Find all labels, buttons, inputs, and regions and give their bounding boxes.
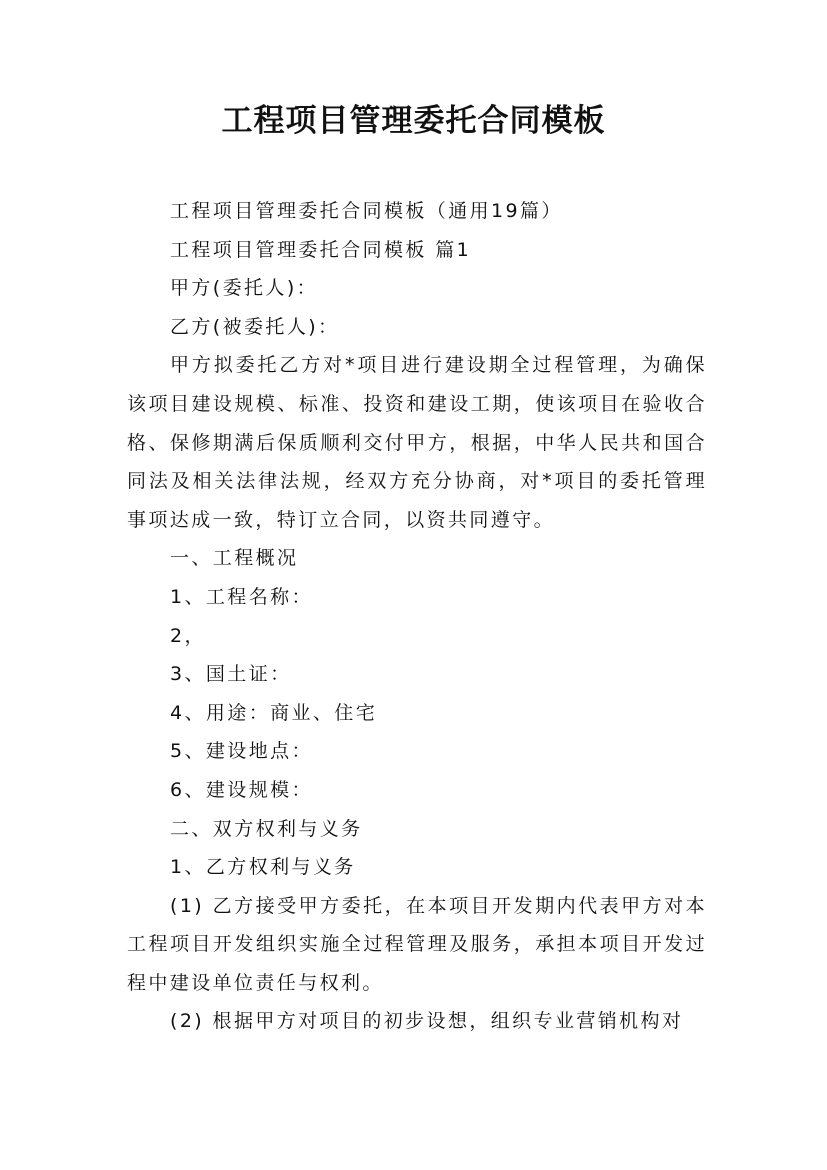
paragraph-subheading: 1、乙方权利与义务 [170, 856, 356, 879]
paragraph-clause-1: (1) 乙方接受甲方委托，在本项目开发期内代表甲方对本工程项目开发组织实施全过程管理及服务，承担本项目开发过程中建设单位责任与权利。 [127, 894, 707, 994]
paragraph-item-4: 4、用途：商业、住宅 [170, 701, 378, 724]
paragraph-section-heading: 工程项目管理委托合同模板 篇1 [170, 238, 472, 261]
paragraph-party-b: 乙方(被委托人)： [170, 315, 340, 338]
paragraph-item-5: 5、建设地点： [170, 740, 313, 763]
paragraph-party-a: 甲方(委托人)： [170, 277, 319, 300]
paragraph-heading-1: 一、工程概况 [170, 547, 299, 570]
paragraph-intro: 甲方拟委托乙方对*项目进行建设期全过程管理，为确保该项目建设规模、标准、投资和建设工期，使该项目在验收合格、保修期满后保质顺利交付甲方，根据，中华人民共和国合同法及相关法律法规，经双方充分协商，对*项目的委托管理事项达成一致，特订立合同，以资共同遵守。 [127, 354, 707, 531]
paragraph-heading-2: 二、双方权利与义务 [170, 817, 363, 840]
paragraph-item-6: 6、建设规模： [170, 778, 313, 801]
document-body [127, 192, 707, 1041]
paragraph-item-1: 1、工程名称： [170, 585, 313, 608]
paragraph-item-2: 2， [170, 624, 206, 647]
paragraph-subtitle: 工程项目管理委托合同模板（通用19篇） [170, 200, 563, 222]
paragraph-clause-2: (2) 根据甲方对项目的初步设想，组织专业营销机构对 [170, 1010, 684, 1033]
document-title: 工程项目管理委托合同模板 [221, 103, 606, 139]
paragraph-item-3: 3、国土证： [170, 663, 292, 686]
